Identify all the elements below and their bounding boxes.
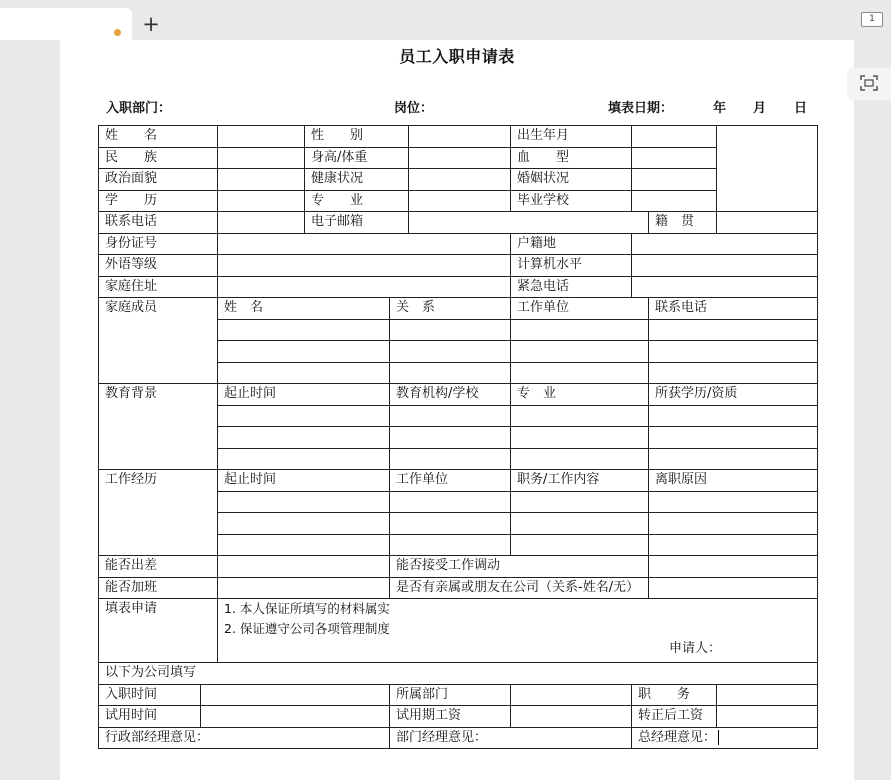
work-cell[interactable] [649, 491, 818, 513]
family-cell[interactable] [649, 362, 818, 384]
date-year: 年 [713, 101, 727, 116]
photo-cell[interactable] [717, 126, 818, 212]
family-header-phone: 联系电话 [649, 298, 818, 320]
admin-opinion-label: 行政部经理意见： [105, 729, 210, 745]
address-field[interactable] [218, 276, 511, 298]
family-cell[interactable] [649, 319, 818, 341]
edu-cell[interactable] [218, 427, 390, 449]
blood-field[interactable] [632, 147, 717, 169]
table-row [99, 470, 818, 492]
language-label: 外语等级 [99, 255, 218, 277]
application-form-table [98, 125, 818, 749]
work-cell[interactable] [511, 491, 649, 513]
edu-cell[interactable] [218, 405, 390, 427]
table-row [99, 233, 818, 255]
work-cell[interactable] [218, 534, 390, 556]
table-row [99, 684, 818, 706]
table-row [99, 147, 818, 169]
entry-time-field[interactable] [201, 684, 390, 706]
table-row [99, 169, 818, 191]
computer-label: 计算机水平 [511, 255, 632, 277]
table-row [99, 663, 818, 685]
name-label: 姓 名 [99, 126, 218, 148]
edu-cell[interactable] [511, 405, 649, 427]
native-label: 籍 贯 [649, 212, 717, 234]
family-cell[interactable] [390, 341, 511, 363]
politics-field[interactable] [218, 169, 305, 191]
dept-opinion-label: 部门经理意见： [396, 729, 488, 745]
birth-label: 出生年月 [511, 126, 632, 148]
table-row [99, 599, 818, 663]
work-cell[interactable] [218, 491, 390, 513]
travel-field[interactable] [218, 556, 390, 578]
computer-field[interactable] [632, 255, 818, 277]
family-cell[interactable] [390, 319, 511, 341]
table-row [99, 298, 818, 320]
declaration-item-2: 2. 保证遵守公司各项管理制度 [224, 621, 390, 636]
table-row [99, 556, 818, 578]
emergency-field[interactable] [632, 276, 818, 298]
marital-field[interactable] [632, 169, 717, 191]
family-cell[interactable] [511, 362, 649, 384]
family-cell[interactable] [218, 319, 390, 341]
table-row [99, 577, 818, 599]
gm-opinion-label: 总经理意见： [638, 729, 717, 745]
edu-cell[interactable] [649, 448, 818, 470]
edu-header-school: 教育机构/学校 [390, 384, 511, 406]
major-label: 专 业 [305, 190, 409, 212]
applicant-label: 申请人： [669, 641, 722, 656]
email-label: 电子邮箱 [305, 212, 409, 234]
edu-cell[interactable] [649, 427, 818, 449]
tab-bar [0, 0, 891, 40]
edu-header-degree: 所获学历/资质 [649, 384, 818, 406]
health-field[interactable] [409, 169, 511, 191]
text-cursor [718, 730, 719, 745]
form-title: 员工入职申请表 [399, 47, 515, 66]
work-cell[interactable] [649, 513, 818, 535]
address-label: 家庭住址 [99, 276, 218, 298]
probation-time-label: 试用时间 [99, 706, 201, 728]
department-label: 所属部门 [390, 684, 511, 706]
id-card-label: 身份证号 [99, 233, 218, 255]
family-cell[interactable] [390, 362, 511, 384]
fullscreen-button[interactable] [847, 68, 891, 100]
post-label: 岗位： [394, 101, 434, 116]
height-weight-label: 身高/体重 [305, 147, 409, 169]
new-tab-button[interactable]: + [142, 12, 160, 36]
name-field[interactable] [218, 126, 305, 148]
table-row [99, 276, 818, 298]
overtime-field[interactable] [218, 577, 390, 599]
family-label: 家庭成员 [99, 298, 218, 384]
family-header-name: 姓 名 [218, 298, 390, 320]
probation-time-field[interactable] [201, 706, 390, 728]
id-card-field[interactable] [218, 233, 511, 255]
family-cell[interactable] [218, 341, 390, 363]
work-cell[interactable] [218, 513, 390, 535]
date-label: 填表日期： [608, 101, 674, 116]
edu-header-major: 专 业 [511, 384, 649, 406]
work-label: 工作经历 [99, 470, 218, 556]
native-field[interactable] [717, 212, 818, 234]
blood-label: 血 型 [511, 147, 632, 169]
company-section-label: 以下为公司填写 [99, 663, 818, 685]
work-cell[interactable] [511, 534, 649, 556]
department-field[interactable] [511, 684, 632, 706]
transfer-field[interactable] [649, 556, 818, 578]
work-cell[interactable] [390, 513, 511, 535]
hukou-label: 户籍地 [511, 233, 632, 255]
relatives-label: 是否有亲属或朋友在公司（关系-姓名/无） [390, 577, 649, 599]
education-label: 学 历 [99, 190, 218, 212]
family-cell[interactable] [511, 341, 649, 363]
edu-cell[interactable] [390, 427, 511, 449]
school-field[interactable] [632, 190, 717, 212]
emergency-label: 紧急电话 [511, 276, 632, 298]
edu-cell[interactable] [218, 448, 390, 470]
edu-cell[interactable] [511, 448, 649, 470]
page-indicator[interactable]: 1 [861, 12, 883, 27]
ethnicity-label: 民 族 [99, 147, 218, 169]
date-month: 月 [753, 101, 767, 116]
table-row [99, 212, 818, 234]
work-header-duty: 职务/工作内容 [511, 470, 649, 492]
work-cell[interactable] [390, 534, 511, 556]
phone-label: 联系电话 [99, 212, 218, 234]
hukou-field[interactable] [632, 233, 818, 255]
entry-time-label: 入职时间 [99, 684, 201, 706]
work-cell[interactable] [390, 491, 511, 513]
relatives-field[interactable] [649, 577, 818, 599]
politics-label: 政治面貌 [99, 169, 218, 191]
marital-label: 婚姻状况 [511, 169, 632, 191]
probation-salary-label: 试用期工资 [390, 706, 511, 728]
family-header-workplace: 工作单位 [511, 298, 649, 320]
position-label: 职 务 [632, 684, 717, 706]
travel-label: 能否出差 [99, 556, 218, 578]
edu-cell[interactable] [649, 405, 818, 427]
overtime-label: 能否加班 [99, 577, 218, 599]
edu-cell[interactable] [390, 405, 511, 427]
document-tab[interactable] [0, 8, 132, 40]
major-field[interactable] [409, 190, 511, 212]
gender-label: 性 别 [305, 126, 409, 148]
declaration-item-1: 1. 本人保证所填写的材料属实 [224, 601, 390, 616]
gm-opinion[interactable] [632, 727, 818, 749]
phone-field[interactable] [218, 212, 305, 234]
table-row [99, 706, 818, 728]
edu-header-period: 起止时间 [218, 384, 390, 406]
edu-cell[interactable] [511, 427, 649, 449]
probation-salary-field[interactable] [511, 706, 632, 728]
fullscreen-icon [860, 75, 878, 91]
family-cell[interactable] [511, 319, 649, 341]
declaration-label: 填表申请 [99, 599, 218, 663]
table-row [99, 190, 818, 212]
edu-cell[interactable] [390, 448, 511, 470]
family-header-relation: 关 系 [390, 298, 511, 320]
school-label: 毕业学校 [511, 190, 632, 212]
family-cell[interactable] [218, 362, 390, 384]
dept-label: 入职部门： [106, 101, 172, 116]
work-cell[interactable] [649, 534, 818, 556]
work-header-reason: 离职原因 [649, 470, 818, 492]
ethnicity-field[interactable] [218, 147, 305, 169]
position-field[interactable] [717, 684, 818, 706]
regular-salary-field[interactable] [717, 706, 818, 728]
table-row [99, 727, 818, 749]
admin-opinion[interactable] [99, 727, 390, 749]
language-field[interactable] [218, 255, 511, 277]
declaration-content [218, 599, 818, 663]
dept-opinion[interactable] [390, 727, 632, 749]
table-row [99, 255, 818, 277]
gender-field[interactable] [409, 126, 511, 148]
education-field[interactable] [218, 190, 305, 212]
work-header-company: 工作单位 [390, 470, 511, 492]
height-weight-field[interactable] [409, 147, 511, 169]
family-cell[interactable] [649, 341, 818, 363]
transfer-label: 能否接受工作调动 [390, 556, 649, 578]
regular-salary-label: 转正后工资 [632, 706, 717, 728]
birth-field[interactable] [632, 126, 717, 148]
table-row [99, 126, 818, 148]
work-cell[interactable] [511, 513, 649, 535]
health-label: 健康状况 [305, 169, 409, 191]
table-row [99, 384, 818, 406]
email-field[interactable] [409, 212, 649, 234]
edu-label: 教育背景 [99, 384, 218, 470]
date-day: 日 [794, 101, 808, 116]
work-header-period: 起止时间 [218, 470, 390, 492]
unsaved-dot-icon [114, 29, 121, 36]
